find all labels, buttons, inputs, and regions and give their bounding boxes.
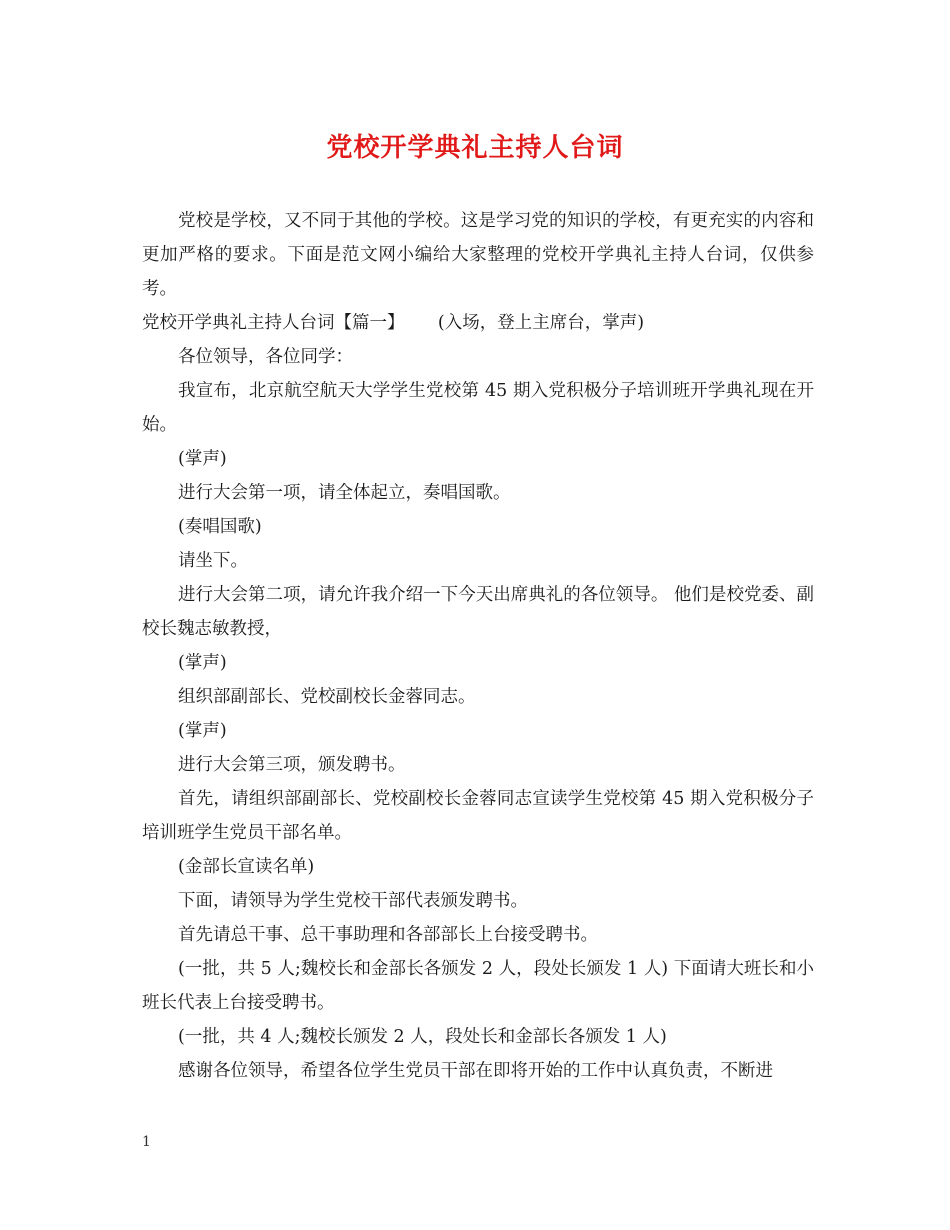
stage-direction: (掌声) [178,721,227,741]
intro-paragraph: 党校是学校，又不同于其他的学校。这是学习党的知识的学校，有更充实的内容和更加严格的要求。下面是范文网小编给大家整理的党校开学典礼主持人台词，仅供参考。 [142,211,814,299]
document-title: 党校开学典礼主持人台词 [326,133,624,163]
stage-direction: (金部长宣读名单) [178,857,315,877]
body-paragraph: 我宣布，北京航空航天大学学生党校第 45 期入党积极分子培训班开学典礼现在开始。 [142,381,814,435]
stage-direction: (奏唱国歌) [178,517,262,537]
stage-direction: (一批，共 4 人;魏校长颁发 2 人，段处长和金部长各颁发 1 人) [178,1027,667,1047]
body-paragraph: 首先，请组织部副部长、党校副校长金蓉同志宣读学生党校第 45 期入党积极分子培训班学生党员干部名单。 [142,789,814,843]
body-paragraph: 组织部副部长、党校副校长金蓉同志。 [178,687,476,707]
body-paragraph: 请坐下。 [178,551,248,571]
body-paragraph: 进行大会第三项，颁发聘书。 [178,755,406,775]
body-paragraph: 各位领导，各位同学： [178,347,353,367]
section-heading: 党校开学典礼主持人台词【篇一】 (入场，登上主席台，掌声) [142,313,645,333]
body-paragraph: 进行大会第一项，请全体起立，奏唱国歌。 [178,483,511,503]
page-number: 1 [142,1134,151,1150]
body-paragraph: 首先请总干事、总干事助理和各部部长上台接受聘书。 [178,925,598,945]
body-paragraph: 下面，请领导为学生党校干部代表颁发聘书。 [178,891,528,911]
document-body [142,204,814,1088]
body-paragraph: 感谢各位领导，希望各位学生党员干部在即将开始的工作中认真负责，不断进 [178,1061,773,1081]
stage-direction: (掌声) [178,653,227,673]
stage-direction: (掌声) [178,449,227,469]
body-paragraph: (一批，共 5 人;魏校长和金部长各颁发 2 人，段处长颁发 1 人) 下面请大班长和小班长代表上台接受聘书。 [142,959,814,1013]
body-paragraph: 进行大会第二项，请允许我介绍一下今天出席典礼的各位领导。 他们是校党委、副校长魏志敏教授， [142,585,814,639]
